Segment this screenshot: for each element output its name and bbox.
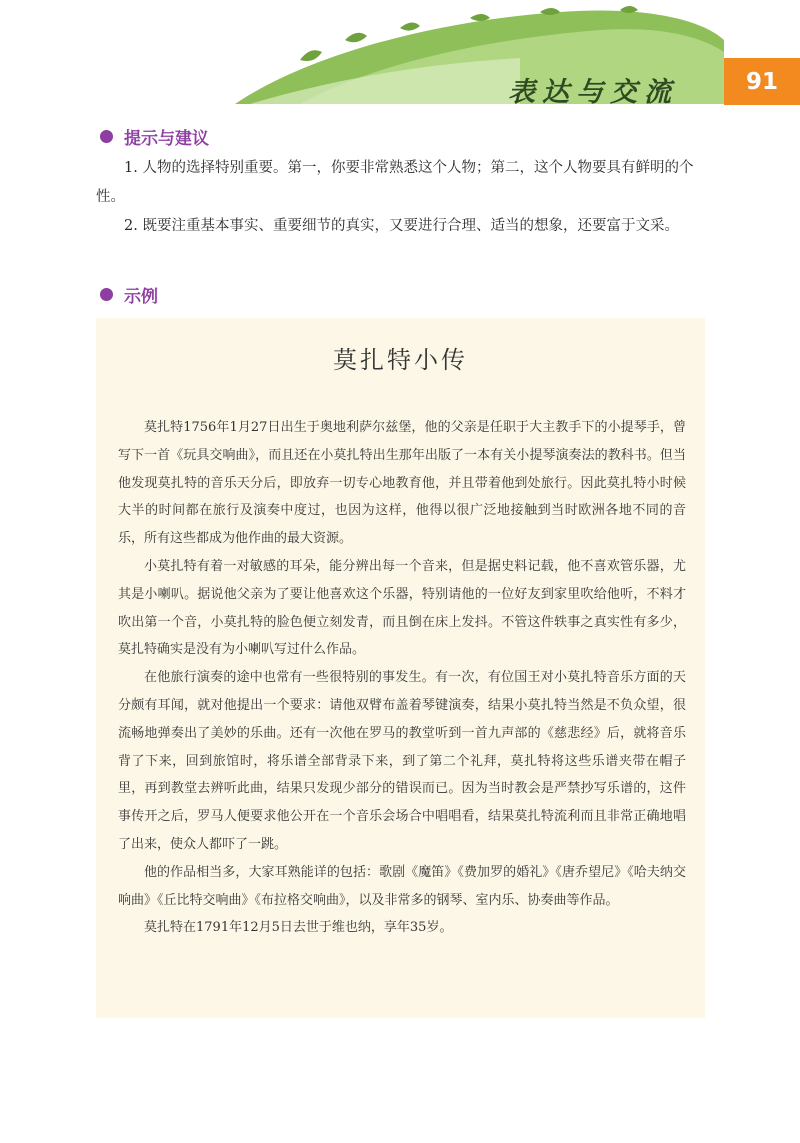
- section-title: 表达与交流: [508, 77, 678, 108]
- example-paragraph: 小莫扎特有着一对敏感的耳朵，能分辨出每一个音来，但是据史料记载，他不喜欢管乐器，尤其是小喇叭。据说他父亲为了要让他喜欢这个乐器，特别请他的一位好友到家里吹给他听，不料才吹出第一个音，小莫扎特的脸色便立刻发青，而且倒在床上发抖。不管这件轶事之真实性有多少，莫扎特确实是没有为小喇叭写过什么作品。: [118, 558, 686, 658]
- example-heading-label: 示例: [124, 287, 158, 307]
- example-paragraph: 莫扎特1756年1月27日出生于奥地利萨尔兹堡，他的父亲是任职于大主教手下的小提琴手，曾写下一首《玩具交响曲》，而且还在小莫扎特出生那年出版了一本有关小提琴演奏法的教科书。但当他发现莫扎特的音乐天分后，即放弃一切专心地教育他，并且带着他到处旅行。因此莫扎特小时候大半的时间都在旅行及演奏中度过，也因为这样，他得以很广泛地接触到当时欧洲各地不同的音乐，所有这些都成为他作曲的最大资源。: [118, 420, 686, 547]
- example-heading: [100, 282, 158, 307]
- example-box: [96, 318, 705, 1018]
- page-number: 91: [724, 58, 800, 105]
- example-paragraph: 在他旅行演奏的途中也常有一些很特别的事发生。有一次，有位国王对小莫扎特音乐方面的天分颇有耳闻，就对他提出一个要求：请他双臂布盖着琴键演奏，结果小莫扎特当然是不负众望，很流畅地弹奏出了美妙的乐曲。还有一次他在罗马的教堂听到一首九声部的《慈悲经》后，就将音乐背了下来，回到旅馆时，将乐谱全部背录下来，到了第二个礼拜，莫扎特将这些乐谱夹带在帽子里，再到教堂去辨听此曲，结果只发现少部分的错误而已。因为当时教会是严禁抄写乐谱的，这件事传开之后，罗马人便要求他公开在一个音乐会场合中唱唱看，结果莫扎特流利而且非常正确地唱了出来，使众人都吓了一跳。: [118, 670, 686, 852]
- example-body: [118, 414, 686, 942]
- tips-heading-label: 提示与建议: [124, 129, 209, 149]
- example-title: 莫扎特小传: [333, 346, 468, 374]
- example-paragraph: 他的作品相当多，大家耳熟能详的包括：歌剧《魔笛》《费加罗的婚礼》《唐乔望尼》《哈夫纳交响曲》《丘比特交响曲》《布拉格交响曲》，以及非常多的钢琴、室内乐、协奏曲等作品。: [118, 864, 686, 908]
- tip-item: 2. 既要注重基本事实、重要细节的真实，又要进行合理、适当的想象，还要富于文采。: [124, 218, 679, 234]
- bullet-dot-icon: [100, 130, 113, 143]
- tip-item: 1. 人物的选择特别重要。第一，你要非常熟悉这个人物；第二，这个人物要具有鲜明的个性。: [96, 160, 694, 205]
- bullet-dot-icon: [100, 288, 113, 301]
- tips-heading: [100, 124, 209, 149]
- tips-list: [96, 154, 716, 241]
- header-leaf-decoration: [0, 0, 800, 110]
- example-paragraph: 莫扎特在1791年12月5日去世于维也纳，享年35岁。: [144, 920, 453, 936]
